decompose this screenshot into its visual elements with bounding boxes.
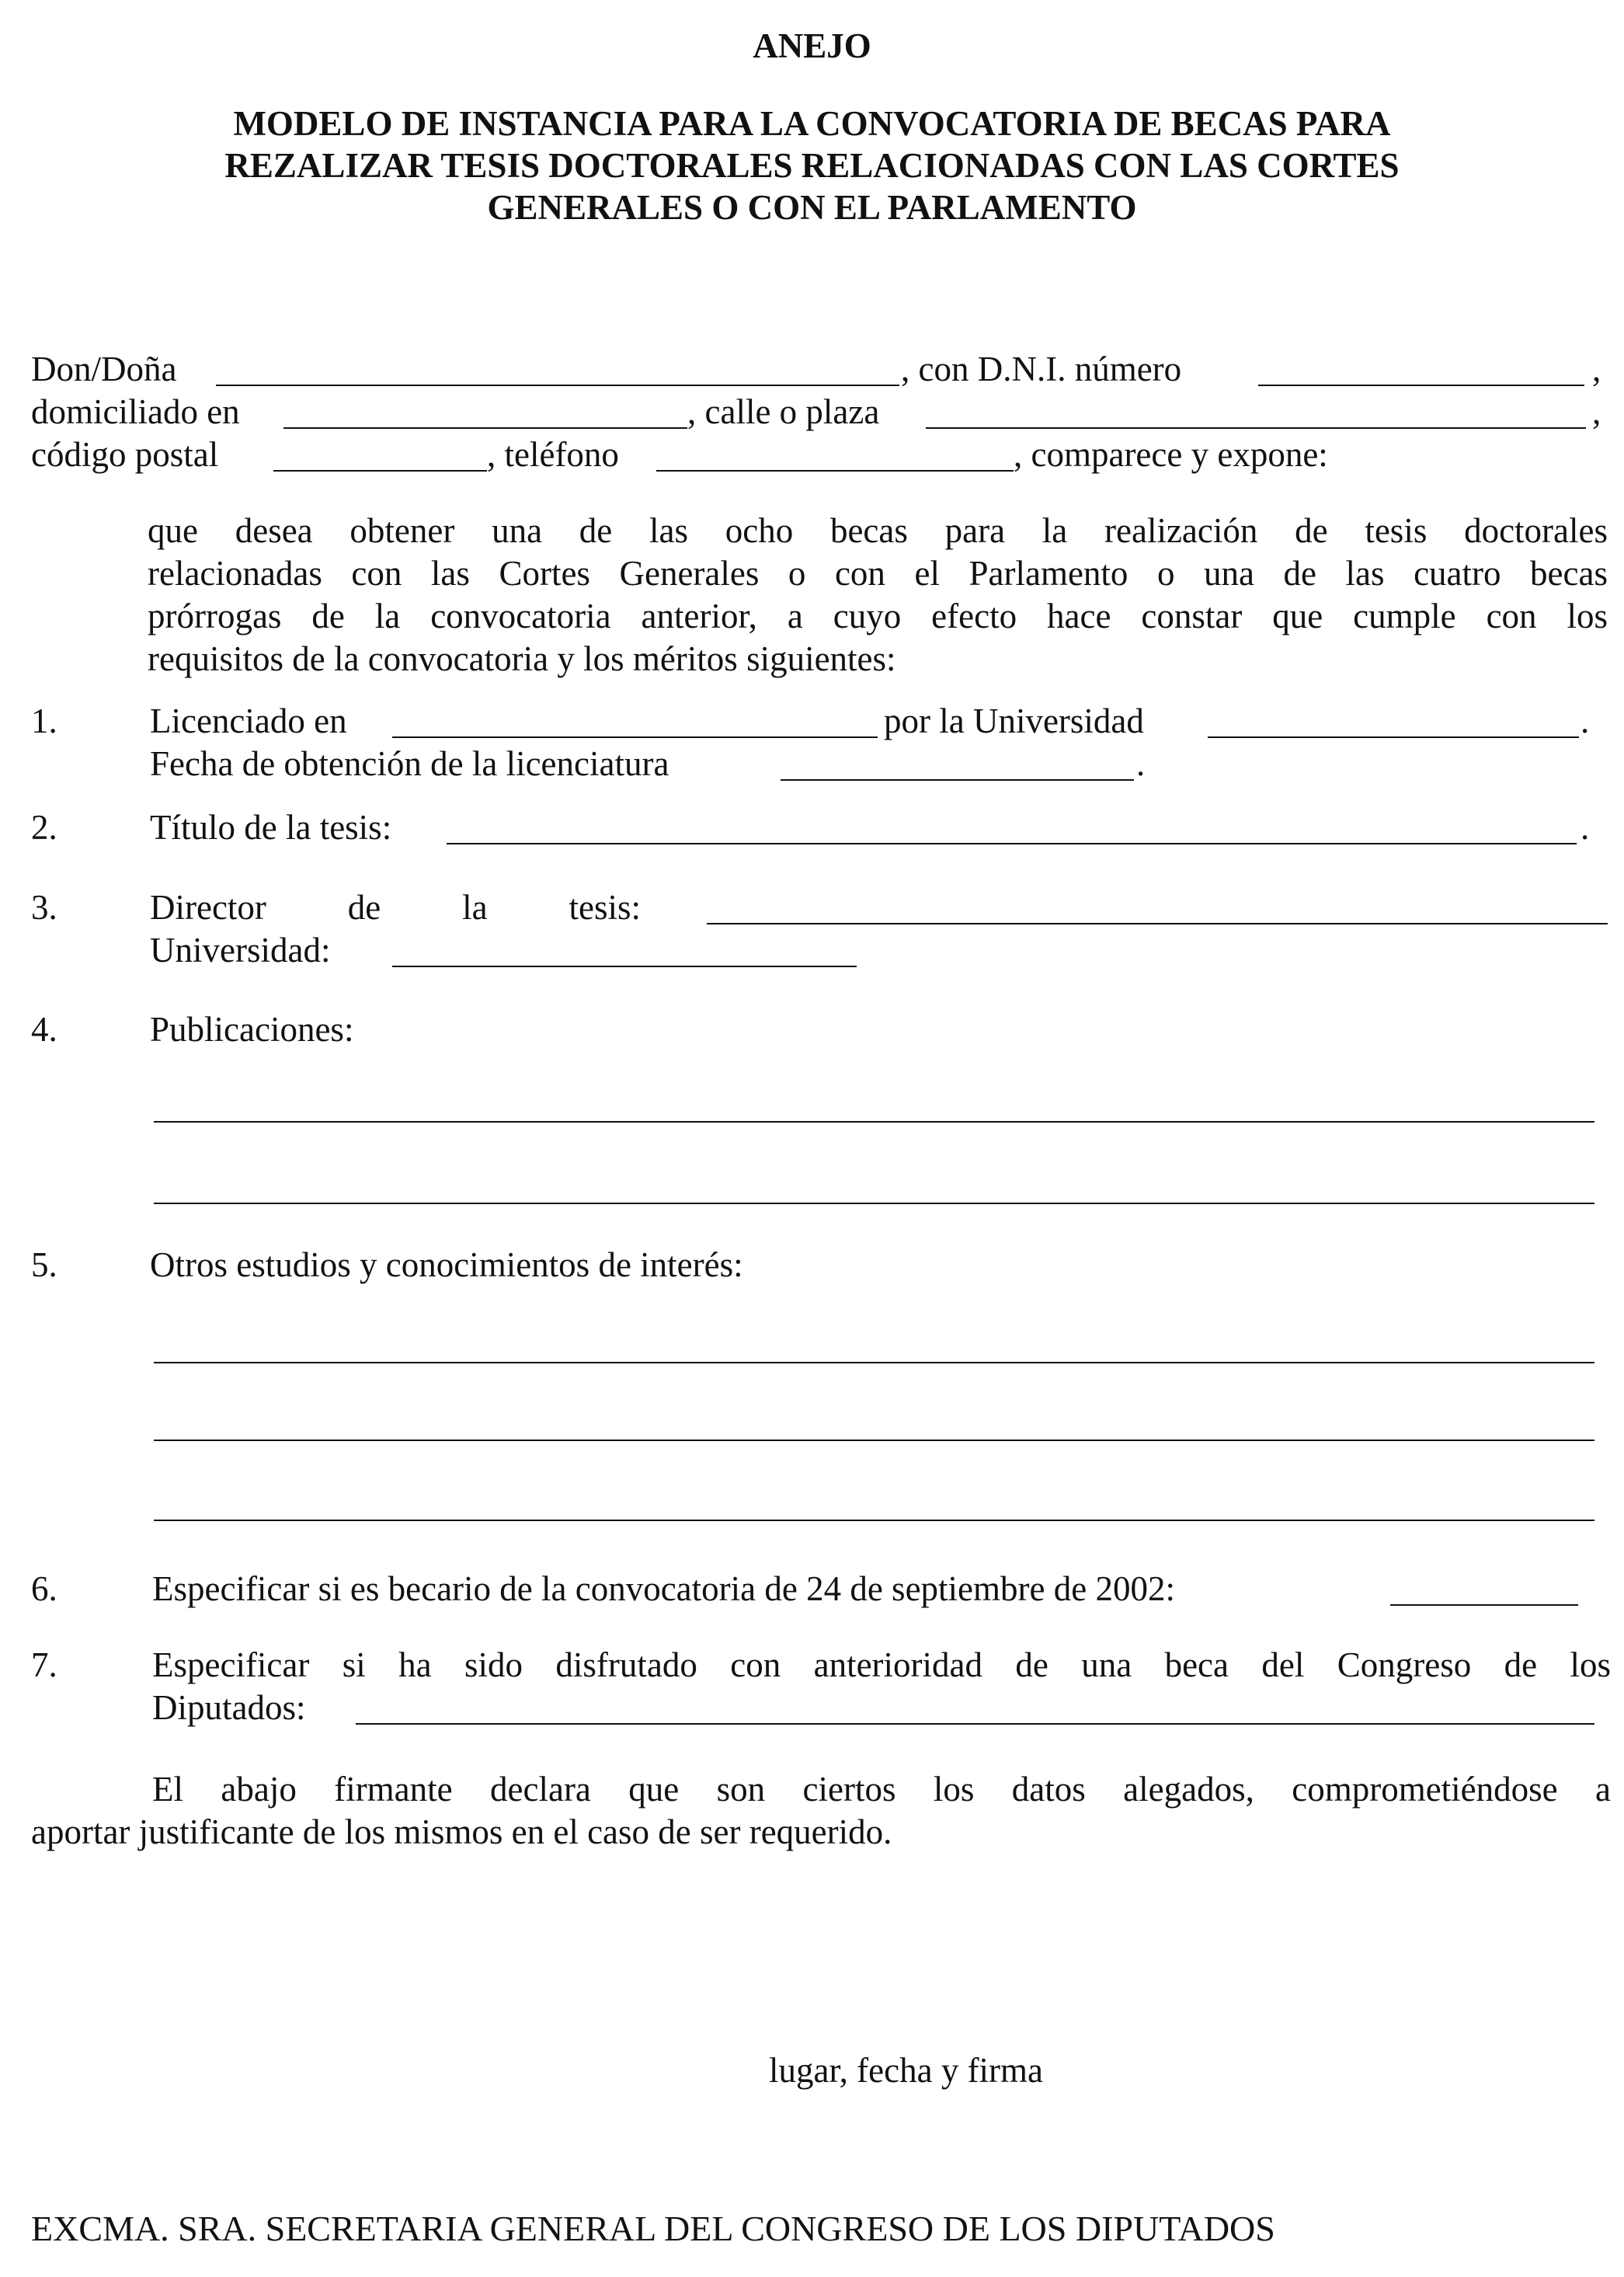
degree-date-label: Fecha de obtención de la licenciatura	[150, 744, 669, 783]
scholar-status-label: Especificar si es becario de la convocatoria de 24 de septiembre de 2002:	[152, 1569, 1175, 1608]
intro-line-2: relacionadas con las Cortes Generales o con el Parlamento o una de las cuatro becas	[148, 554, 1608, 593]
don-label: Don/Doña	[31, 350, 177, 388]
phone-label: , teléfono	[487, 435, 619, 474]
annex-heading: ANEJO	[753, 26, 871, 65]
dni-label: , con D.N.I. número	[901, 350, 1182, 388]
degree-university-field[interactable]	[1208, 736, 1579, 738]
postal-code-field[interactable]	[273, 470, 487, 472]
form-title-line-3: GENERALES O CON EL PARLAMENTO	[487, 188, 1137, 227]
thesis-title-label: Título de la tesis:	[150, 808, 392, 847]
domicile-field[interactable]	[283, 427, 687, 429]
dni-field[interactable]	[1258, 385, 1584, 386]
expone-label: , comparece y expone:	[1014, 435, 1328, 474]
name-field[interactable]	[216, 385, 899, 386]
thesis-director-label: Director de la tesis:	[150, 888, 641, 927]
form-title-line-1: MODELO DE INSTANCIA PARA LA CONVOCATORIA DE BECAS PARA	[233, 104, 1391, 143]
thesis-director-field[interactable]	[707, 923, 1608, 924]
other-studies-field-line-2[interactable]	[154, 1440, 1594, 1441]
licenciado-label: Licenciado en	[150, 702, 347, 740]
item-number: 4.	[31, 1010, 57, 1049]
previous-grant-label-line-2: Diputados:	[152, 1688, 306, 1727]
intro-line-1: que desea obtener una de las ocho becas para la realización de tesis doctorales	[148, 511, 1608, 550]
item-number: 2.	[31, 808, 57, 847]
other-studies-label: Otros estudios y conocimientos de interés:	[150, 1245, 743, 1284]
item-number: 3.	[31, 888, 57, 927]
director-university-field[interactable]	[392, 966, 857, 967]
item-number: 5.	[31, 1245, 57, 1284]
university-label: por la Universidad	[884, 702, 1144, 740]
item-number: 1.	[31, 702, 57, 740]
director-university-label: Universidad:	[150, 931, 331, 970]
signature-caption: lugar, fecha y firma	[769, 2051, 1044, 2090]
item-number: 7.	[31, 1645, 57, 1684]
phone-field[interactable]	[656, 470, 1014, 472]
previous-grant-field[interactable]	[356, 1723, 1594, 1725]
street-label: , calle o plaza	[687, 392, 880, 431]
declaration-line-1: El abajo firmante declara que son ciertos los datos alegados, comprometiéndose a	[152, 1770, 1611, 1809]
form-title-line-2: REZALIZAR TESIS DOCTORALES RELACIONADAS CON LAS CORTES	[224, 146, 1400, 185]
previous-grant-label-line-1: Especificar si ha sido disfrutado con anterioridad de una beca del Congreso de los	[152, 1645, 1611, 1684]
comma: ,	[1592, 392, 1601, 431]
addressee: EXCMA. SRA. SECRETARIA GENERAL DEL CONGRESO DE LOS DIPUTADOS	[31, 2209, 1275, 2248]
period: .	[1136, 744, 1146, 783]
comma: ,	[1592, 350, 1601, 388]
other-studies-field-line-3[interactable]	[154, 1520, 1594, 1521]
postal-code-label: código postal	[31, 435, 219, 474]
thesis-title-field[interactable]	[447, 843, 1577, 844]
degree-date-field[interactable]	[781, 779, 1134, 781]
scholar-status-field[interactable]	[1390, 1604, 1578, 1606]
declaration-line-2: aportar justificante de los mismos en el caso de ser requerido.	[31, 1812, 892, 1851]
publications-field-line-1[interactable]	[154, 1121, 1594, 1123]
publications-label: Publicaciones:	[150, 1010, 354, 1049]
other-studies-field-line-1[interactable]	[154, 1362, 1594, 1363]
publications-field-line-2[interactable]	[154, 1203, 1594, 1204]
degree-field[interactable]	[392, 736, 878, 738]
street-field[interactable]	[926, 427, 1586, 429]
domicile-label: domiciliado en	[31, 392, 240, 431]
period: .	[1581, 808, 1590, 847]
intro-line-3: prórrogas de la convocatoria anterior, a cuyo efecto hace constar que cumple con los	[148, 597, 1608, 635]
period: .	[1581, 702, 1590, 740]
intro-line-4: requisitos de la convocatoria y los méritos siguientes:	[148, 639, 896, 678]
item-number: 6.	[31, 1569, 57, 1608]
